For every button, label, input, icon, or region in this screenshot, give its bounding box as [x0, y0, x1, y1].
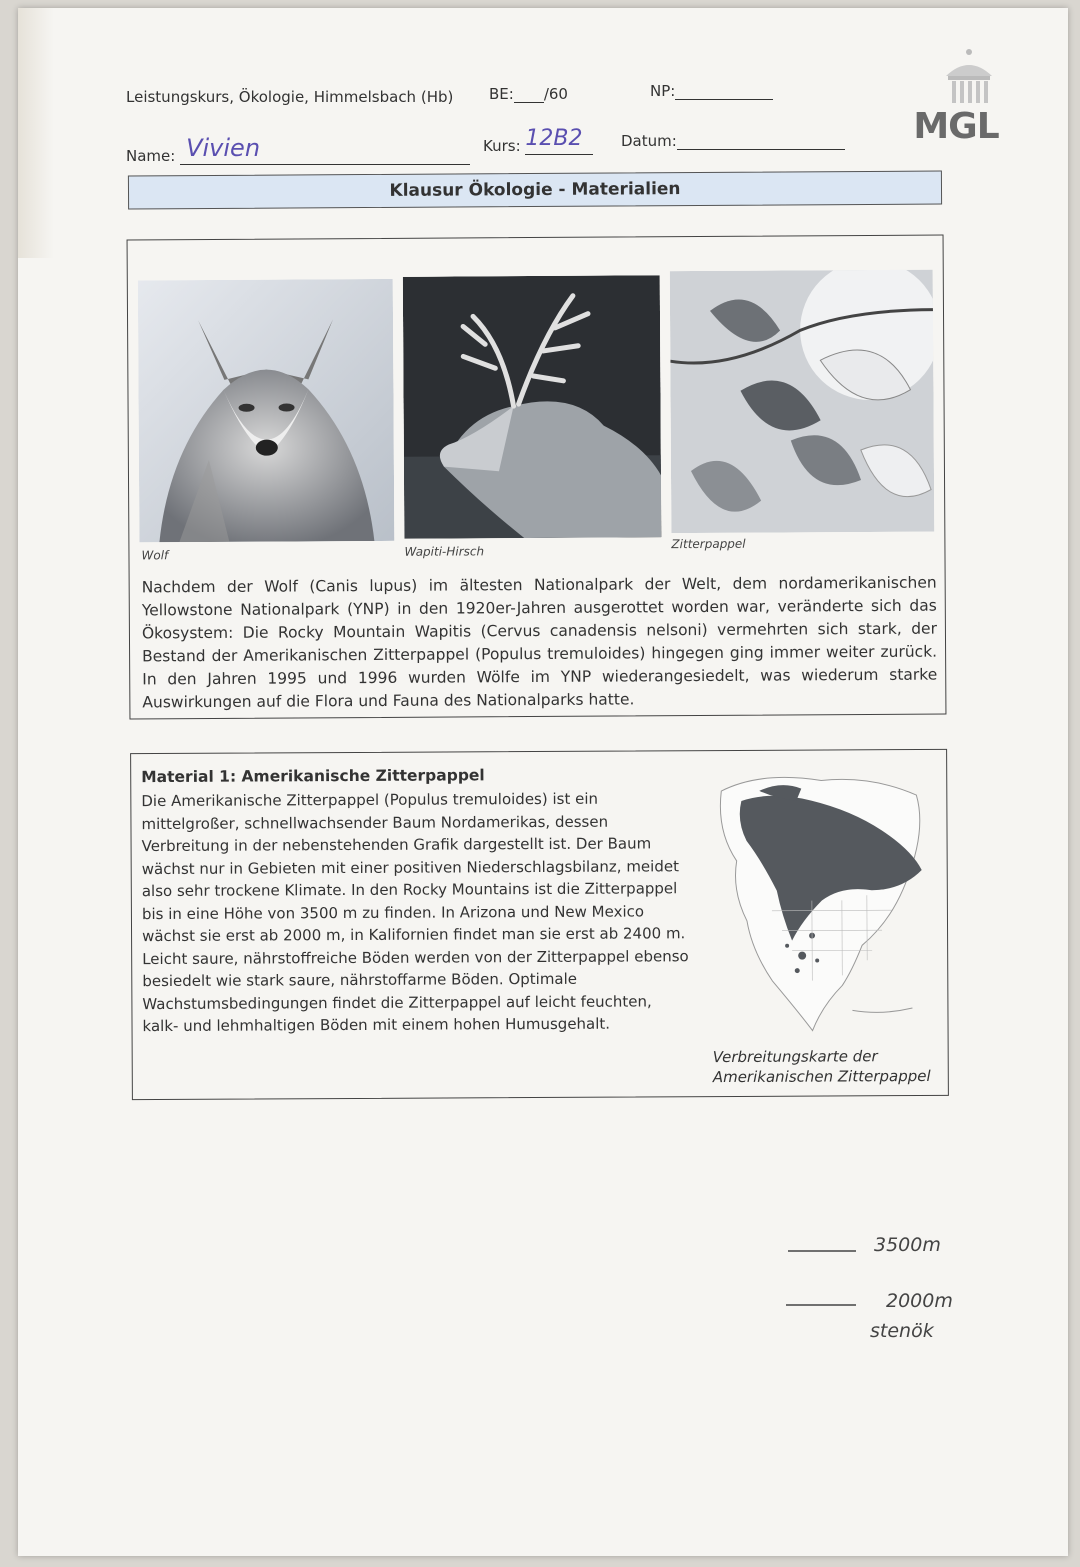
intro-paragraph: Nachdem der Wolf (Canis lupus) im ältesten Nationalpark der Welt, dem nordamerikanischen Yellowstone Nationalpark (YNP) in den 1920er-Jahren ausgerottet worden war, veränderte sich das Ökosystem: Die Rocky Mountain Wapitis (Cervus canadensis nelsoni) vermehrten sich stark, der Bestand der Amerikanischen Zitterpappel (Populus tremuloides) hingegen ging immer weiter zurück. In den Jahren 1995 und 1996 wurden Wölfe im YNP wiederangesiedelt, was wiederum starke Auswirkungen auf die Flora und Fauna des Nationalparks hatte.: [141, 573, 938, 712]
np-field: [650, 82, 773, 100]
be-total: /60: [543, 85, 568, 103]
kurs-field: [483, 126, 593, 155]
datum-field: [621, 132, 845, 150]
course-label: Leistungskurs, Ökologie, Himmelsbach (Hb): [126, 88, 454, 106]
np-blank[interactable]: [675, 85, 773, 100]
name-handwriting: Vivien: [186, 134, 261, 162]
name-label: Name:: [126, 147, 176, 165]
note-2000m: [786, 1292, 986, 1322]
np-label: NP:: [650, 82, 676, 100]
name-blank[interactable]: [180, 134, 470, 165]
distribution-map: [701, 770, 937, 1046]
page-title: Klausur Ökologie - Materialien: [128, 171, 942, 210]
be-blank[interactable]: [514, 88, 544, 103]
wapiti-photo: [403, 275, 662, 539]
caption-wapiti: Wapiti-Hirsch: [404, 544, 485, 559]
note-3500m: [788, 1236, 988, 1266]
datum-label: Datum:: [621, 132, 677, 150]
note-line-icon: [786, 1300, 858, 1310]
zitterpappel-photo: [670, 270, 935, 534]
intro-box: [127, 235, 947, 720]
note-stenoek-text: stenök: [870, 1320, 934, 1342]
note-3500m-text: 3500m: [874, 1234, 941, 1256]
be-field: [489, 85, 568, 103]
kurs-label: Kurs:: [483, 137, 521, 155]
be-label: BE:: [489, 85, 514, 103]
datum-blank[interactable]: [677, 135, 845, 150]
map-caption: Verbreitungskarte der Amerikanischen Zitterpappel: [712, 1047, 931, 1087]
logo-text: MGL: [913, 106, 999, 147]
kurs-blank[interactable]: [525, 126, 593, 155]
name-field: [126, 134, 470, 165]
wolf-photo: [138, 279, 395, 543]
caption-zitterpappel: Zitterpappel: [671, 536, 746, 552]
exam-sheet: [18, 8, 1068, 1556]
note-2000m-text: 2000m: [886, 1290, 953, 1312]
caption-wolf: Wolf: [141, 548, 169, 563]
school-logo: [906, 48, 1006, 148]
material-1-text: Die Amerikanische Zitterpappel (Populus tremuloides) ist ein mittelgroßer, schnellwachsender Baum Nordamerikas, dessen Verbreitung in der nebenstehenden Grafik dargestellt ist. Der Baum wächst nur in Gebieten mit einer positiven Niederschlagsbilanz, meidet also sehr trockene Klimate. In den Rocky Mountains ist die Zitterpappel bis in eine Höhe von 3500 m zu finden. In Arizona und New Mexico wächst sie erst ab 2000 m, in Kalifornien findet man sie erst ab 2400 m. Leicht saure, nährstoffreiche Böden werden von der Zitterpappel ebenso besiedelt wie stark saure, nährstoffarme Böden. Optimale Wachstumsbedingungen findet die Zitterpappel auf leicht feuchten, kalk- und lehmhaltigen Böden mit einem hohen Humusgehalt.: [141, 789, 689, 1036]
note-line-icon: [788, 1246, 858, 1256]
note-stenoek: [870, 1320, 934, 1342]
material-1-title: Material 1: Amerikanische Zitterpappel: [141, 766, 485, 787]
kurs-handwriting: 12B2: [525, 126, 583, 151]
paper-fold-shadow: [18, 8, 54, 258]
material-1-box: [130, 749, 949, 1100]
